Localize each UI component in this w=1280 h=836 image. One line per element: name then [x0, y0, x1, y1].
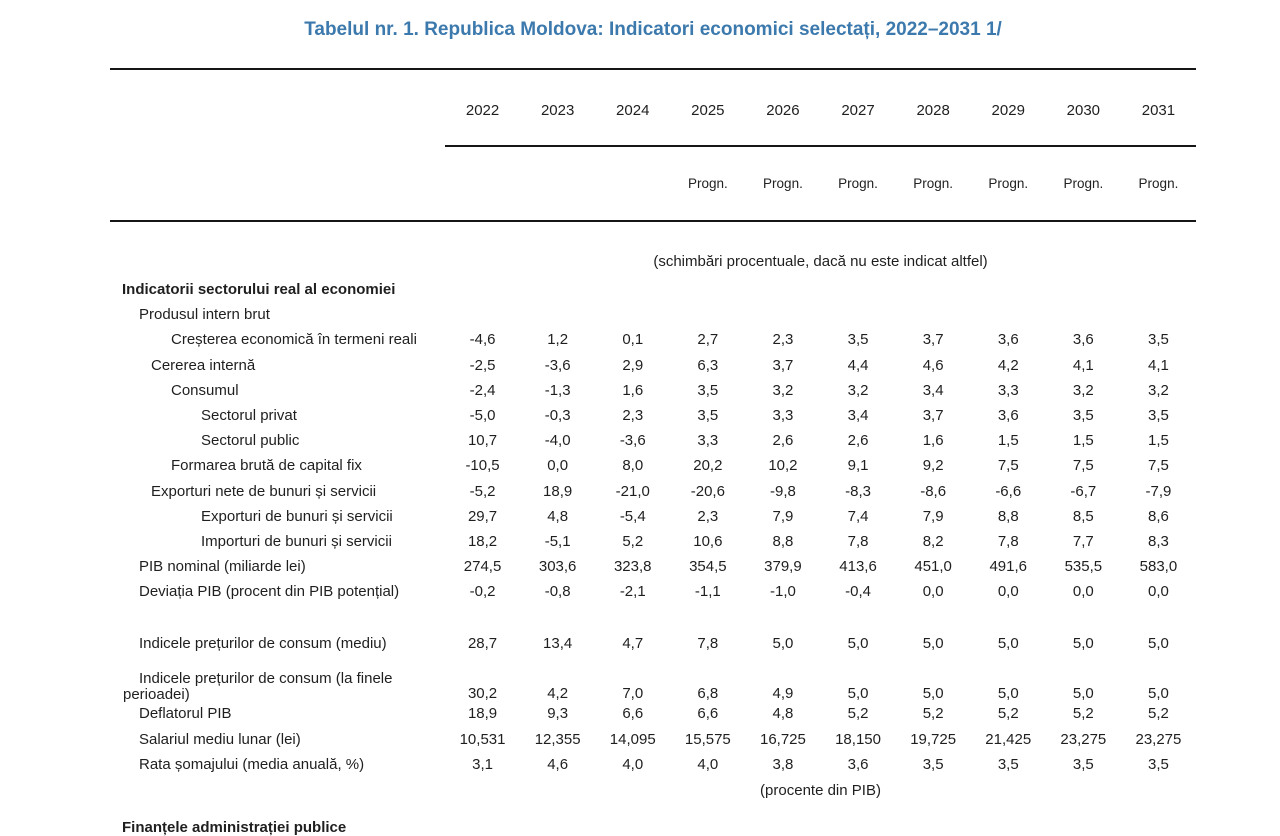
value-cell: 23,275	[1135, 730, 1182, 748]
value-cell: 7,8	[697, 635, 719, 653]
value-cell: 3,4	[922, 381, 944, 399]
value-cell	[445, 279, 520, 282]
value-cell: 7,7	[1072, 532, 1094, 550]
year-cell: 2022	[465, 102, 500, 119]
forecast-cell: Progn.	[687, 176, 728, 191]
year-cell: 2023	[540, 102, 575, 119]
row-label	[110, 671, 445, 703]
value-cell: 4,2	[997, 356, 1019, 374]
value-cell: 2,3	[772, 331, 794, 349]
value-cell: 10,6	[693, 532, 723, 550]
value-cell: 3,2	[847, 381, 869, 399]
value-cell: 5,0	[997, 685, 1019, 703]
value-cell	[971, 279, 1046, 282]
value-cell: 4,6	[547, 755, 569, 773]
value-cell: 4,0	[622, 755, 644, 773]
row-label: Exporturi nete de bunuri și servicii	[151, 482, 377, 500]
value-cell: 5,2	[1072, 705, 1094, 723]
value-cell: 8,6	[1148, 507, 1169, 525]
value-cell: 0,0	[1148, 583, 1169, 601]
value-cell: -6,6	[995, 482, 1022, 500]
row-label: Indicatorii sectorului real al economiei	[122, 281, 396, 298]
value-cell: -5,0	[469, 406, 496, 424]
value-cell: 3,5	[922, 755, 944, 773]
value-cell: 5,0	[1072, 635, 1094, 653]
value-cell	[896, 304, 971, 307]
value-cell: 5,2	[847, 705, 869, 723]
row-label: Sectorul privat	[201, 406, 297, 424]
value-cell	[670, 304, 745, 307]
value-cell: 5,2	[1148, 705, 1169, 723]
value-cell: 16,725	[759, 730, 806, 748]
value-cell: 4,8	[772, 705, 794, 723]
value-cell: 13,4	[543, 635, 573, 653]
value-cell	[1046, 304, 1121, 307]
value-cell: 8,8	[997, 507, 1019, 525]
value-cell: 6,3	[697, 356, 719, 374]
row-label: Formarea brută de capital fix	[171, 457, 362, 475]
value-cell: 19,725	[910, 730, 957, 748]
value-cell: 303,6	[538, 558, 577, 576]
value-cell: 18,2	[467, 532, 498, 550]
value-cell: 6,6	[622, 705, 644, 723]
forecast-cell	[520, 147, 595, 220]
row-label: Cererea internă	[151, 356, 256, 374]
value-cell: -3,6	[619, 432, 646, 450]
value-cell: 3,8	[772, 755, 794, 773]
value-cell	[745, 304, 820, 307]
forecast-cell: Progn.	[1063, 176, 1104, 191]
forecast-cell: Progn.	[1138, 176, 1179, 191]
row-label: Deflatorul PIB	[139, 705, 232, 723]
value-cell: 2,3	[622, 406, 644, 424]
value-cell: 4,1	[1148, 356, 1169, 374]
value-cell	[520, 279, 595, 282]
value-cell: 4,4	[847, 356, 869, 374]
forecast-header-row	[110, 147, 1196, 220]
value-cell: 3,2	[1072, 381, 1094, 399]
value-cell: 7,5	[997, 457, 1019, 475]
year-cell: 2025	[691, 102, 725, 119]
value-cell: 14,095	[609, 730, 656, 748]
value-cell: 274,5	[463, 558, 502, 576]
table-row	[110, 581, 1196, 606]
value-cell: 5,0	[997, 635, 1019, 653]
value-cell: -20,6	[690, 482, 725, 500]
value-cell: 10,7	[467, 432, 498, 450]
year-cell: 2028	[916, 102, 950, 119]
value-cell: 8,0	[622, 457, 644, 475]
truncated-section-header: Finanțele administrației publice	[122, 819, 347, 836]
value-cell: -5,1	[544, 532, 571, 550]
row-label-spacer	[110, 147, 445, 220]
value-cell: 1,6	[622, 381, 644, 399]
year-header-row	[110, 70, 1196, 145]
value-cell: 3,6	[997, 331, 1019, 349]
row-label-spacer	[110, 70, 445, 145]
value-cell: 2,6	[847, 432, 869, 450]
value-cell: 4,0	[697, 755, 719, 773]
table-row	[110, 355, 1196, 380]
value-cell	[595, 304, 670, 307]
table-row	[110, 729, 1196, 754]
spacer-row	[110, 606, 1196, 633]
value-cell: 12,355	[534, 730, 581, 748]
value-cell: 4,1	[1072, 356, 1094, 374]
value-cell	[520, 304, 595, 307]
value-cell	[595, 279, 670, 282]
table-row	[110, 481, 1196, 506]
value-cell: 3,4	[847, 406, 869, 424]
value-cell: 2,7	[697, 331, 719, 349]
row-label: Importuri de bunuri și servicii	[201, 532, 392, 550]
section-header-row	[110, 279, 1196, 304]
value-cell: 4,2	[547, 685, 569, 703]
value-cell: 535,5	[1064, 558, 1103, 576]
value-cell: 0,0	[997, 583, 1019, 601]
value-cell: 413,6	[839, 558, 877, 576]
table-row	[110, 754, 1196, 779]
value-cell: -5,4	[619, 507, 646, 525]
value-cell: 15,575	[684, 730, 731, 748]
value-cell	[745, 279, 820, 282]
row-label: Salariul mediu lunar (lei)	[139, 730, 301, 748]
row-label: Creșterea economică în termeni reali	[171, 331, 417, 349]
value-cell: 379,9	[764, 558, 802, 576]
value-cell: 2,6	[772, 432, 794, 450]
value-cell: 1,6	[922, 432, 944, 450]
value-cell: 5,0	[922, 685, 944, 703]
value-cell: 9,3	[547, 705, 569, 723]
value-cell: 18,150	[835, 730, 881, 748]
value-cell: 8,3	[1148, 532, 1169, 550]
value-cell: -21,0	[615, 482, 650, 500]
value-cell	[896, 279, 971, 282]
value-cell: 9,2	[922, 457, 944, 475]
value-cell	[1121, 304, 1196, 307]
value-cell: -0,8	[544, 583, 571, 601]
value-cell: 3,5	[1072, 755, 1094, 773]
value-cell: 5,2	[622, 532, 644, 550]
value-cell: 3,5	[697, 406, 719, 424]
value-cell: 1,2	[547, 331, 569, 349]
value-cell: 7,9	[922, 507, 944, 525]
table-row	[110, 556, 1196, 581]
value-cell: 0,0	[922, 583, 944, 601]
value-cell: -2,1	[619, 583, 646, 601]
table-row	[110, 380, 1196, 405]
value-cell: 3,7	[922, 331, 944, 349]
forecast-cell: Progn.	[913, 176, 954, 191]
value-cell: 5,2	[922, 705, 944, 723]
year-cell: 2024	[616, 102, 650, 119]
table-row	[110, 633, 1196, 656]
forecast-cell	[595, 147, 670, 220]
value-cell: 7,8	[847, 532, 869, 550]
value-cell: 7,4	[847, 507, 869, 525]
value-cell: 4,8	[547, 507, 569, 525]
forecast-cell: Progn.	[838, 176, 878, 191]
row-label: Produsul intern brut	[139, 306, 270, 324]
value-cell: 3,3	[697, 432, 719, 450]
value-cell: 3,5	[1148, 755, 1169, 773]
value-cell: -1,0	[770, 583, 796, 601]
value-cell: 1,5	[1072, 432, 1094, 450]
row-label-line2: perioadei)	[123, 686, 190, 704]
value-cell: 28,7	[467, 635, 498, 653]
value-cell: 8,8	[772, 532, 794, 550]
value-cell: 0,0	[1072, 583, 1094, 601]
value-cell: -1,3	[544, 381, 571, 399]
value-cell: 4,6	[922, 356, 944, 374]
value-cell: 3,5	[1148, 406, 1169, 424]
value-cell: 5,0	[1148, 685, 1169, 703]
forecast-cell	[445, 147, 520, 220]
value-cell: 30,2	[467, 685, 498, 703]
value-cell: 29,7	[467, 507, 498, 525]
value-cell: 3,5	[697, 381, 719, 399]
value-cell: 23,275	[1060, 730, 1107, 748]
table-row	[110, 430, 1196, 455]
value-cell: 491,6	[989, 558, 1028, 576]
value-cell: 3,3	[772, 406, 794, 424]
value-cell	[1121, 279, 1196, 282]
value-cell: -7,9	[1145, 482, 1172, 500]
value-cell: -0,4	[845, 583, 871, 601]
table-title: Tabelul nr. 1. Republica Moldova: Indicatori economici selectați, 2022–2031 1/	[304, 19, 1002, 40]
value-cell	[820, 279, 895, 282]
year-cell: 2030	[1066, 102, 1101, 119]
value-cell: -6,7	[1070, 482, 1097, 500]
value-cell: 583,0	[1139, 558, 1178, 576]
value-cell: -4,0	[544, 432, 571, 450]
row-label: Sectorul public	[201, 432, 300, 450]
value-cell: 0,1	[622, 331, 644, 349]
value-cell: 354,5	[689, 558, 727, 576]
value-cell: 5,0	[847, 685, 869, 703]
table-row	[110, 531, 1196, 556]
table-row	[110, 656, 1196, 703]
table-content	[110, 0, 1196, 836]
row-label: Rata șomajului (media anuală, %)	[139, 755, 365, 773]
value-cell: 3,2	[772, 381, 794, 399]
value-cell: -10,5	[465, 457, 500, 475]
value-cell: 451,0	[914, 558, 952, 576]
value-cell: -0,3	[544, 406, 571, 424]
row-label: Deviația PIB (procent din PIB potențial)	[139, 583, 400, 601]
forecast-cell: Progn.	[763, 176, 803, 191]
value-cell: 7,5	[1148, 457, 1169, 475]
value-cell: -8,6	[920, 482, 947, 500]
row-label: Indicele prețurilor de consum (mediu)	[139, 635, 387, 653]
value-cell: 9,1	[847, 457, 869, 475]
value-cell: 18,9	[543, 482, 573, 500]
row-label: PIB nominal (miliarde lei)	[139, 558, 306, 576]
value-cell: 323,8	[613, 558, 652, 576]
value-cell: 5,0	[1148, 635, 1169, 653]
value-cell: -2,4	[469, 381, 496, 399]
value-cell: 3,7	[922, 406, 944, 424]
value-cell: 1,5	[1148, 432, 1169, 450]
value-cell: 5,0	[847, 635, 869, 653]
value-cell: 10,531	[459, 730, 506, 748]
table-row	[110, 455, 1196, 480]
value-cell: 5,2	[997, 705, 1019, 723]
value-cell: 5,0	[922, 635, 944, 653]
value-cell: -1,1	[694, 583, 721, 601]
value-cell: 1,5	[997, 432, 1019, 450]
value-cell: 3,6	[847, 755, 869, 773]
value-cell: 5,0	[1072, 685, 1094, 703]
value-cell: 3,3	[997, 381, 1019, 399]
row-label: Consumul	[171, 381, 239, 399]
value-cell: 7,0	[622, 685, 644, 703]
row-label-line1: Indicele prețurilor de consum (la finele	[139, 670, 393, 688]
value-cell: 3,6	[997, 406, 1019, 424]
value-cell: 6,6	[697, 705, 719, 723]
value-cell: 8,2	[922, 532, 944, 550]
value-cell	[1046, 279, 1121, 282]
value-cell: 8,5	[1072, 507, 1094, 525]
value-cell: 7,5	[1072, 457, 1094, 475]
value-cell: 5,0	[772, 635, 794, 653]
value-cell: 3,5	[847, 331, 869, 349]
value-cell: -5,2	[469, 482, 496, 500]
table-row	[110, 703, 1196, 728]
value-cell	[445, 304, 520, 307]
value-cell: -9,8	[770, 482, 796, 500]
unit-caption-percent-gdp: (procente din PIB)	[760, 782, 881, 799]
value-cell: 6,8	[697, 685, 719, 703]
value-cell: -4,6	[469, 331, 496, 349]
value-cell: 3,5	[997, 755, 1019, 773]
value-cell: 21,425	[985, 730, 1032, 748]
year-cell: 2031	[1141, 102, 1176, 119]
table-row	[110, 405, 1196, 430]
table-body	[110, 279, 1196, 779]
value-cell: -0,2	[469, 583, 496, 601]
value-cell	[971, 304, 1046, 307]
value-cell: -2,5	[469, 356, 496, 374]
value-cell: 3,1	[472, 755, 493, 773]
value-cell	[820, 304, 895, 307]
value-cell: 7,9	[772, 507, 794, 525]
value-cell: 4,7	[622, 635, 644, 653]
value-cell: 18,9	[467, 705, 498, 723]
value-cell: -3,6	[544, 356, 571, 374]
value-cell: 3,2	[1148, 381, 1169, 399]
value-cell: 10,2	[768, 457, 798, 475]
value-cell: 2,9	[622, 356, 644, 374]
year-cell: 2029	[991, 102, 1025, 119]
table-row	[110, 329, 1196, 354]
value-cell: 2,3	[697, 507, 719, 525]
forecast-cell: Progn.	[988, 176, 1029, 191]
value-cell	[670, 279, 745, 282]
row-label: Exporturi de bunuri și servicii	[201, 507, 393, 525]
value-cell: 20,2	[693, 457, 723, 475]
value-cell: 3,6	[1072, 331, 1094, 349]
year-cell: 2026	[766, 102, 800, 119]
value-cell: 4,9	[772, 685, 794, 703]
table-row	[110, 304, 1196, 329]
year-cell: 2027	[841, 102, 875, 119]
value-cell: 3,5	[1148, 331, 1169, 349]
header-bottom-rule	[110, 220, 1196, 222]
table-row	[110, 506, 1196, 531]
value-cell: 3,7	[772, 356, 794, 374]
value-cell: 3,5	[1072, 406, 1094, 424]
value-cell: -8,3	[845, 482, 871, 500]
value-cell: 7,8	[997, 532, 1019, 550]
unit-caption-percent-change: (schimbări procentuale, dacă nu este indicat altfel)	[653, 253, 988, 270]
value-cell: 0,0	[547, 457, 569, 475]
